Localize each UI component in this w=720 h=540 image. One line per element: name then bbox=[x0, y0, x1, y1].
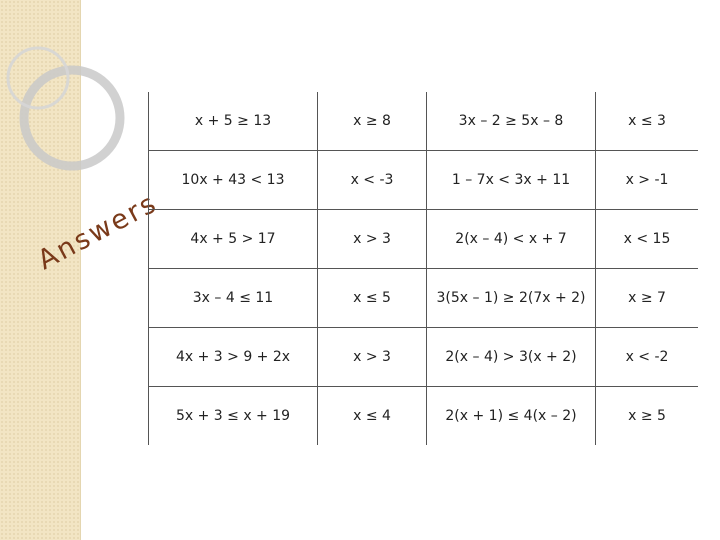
inequality-cell: 3x – 4 ≤ 11 bbox=[149, 269, 318, 328]
inequality-cell: 3x – 2 ≥ 5x – 8 bbox=[427, 92, 596, 151]
table-row bbox=[149, 269, 699, 328]
inequality-cell: 5x + 3 ≤ x + 19 bbox=[149, 387, 318, 446]
slide-title-text: Answers bbox=[32, 187, 163, 277]
inequality-cell: x + 5 ≥ 13 bbox=[149, 92, 318, 151]
answer-cell: x < 15 bbox=[596, 210, 699, 269]
answer-cell: x ≤ 5 bbox=[318, 269, 427, 328]
answer-cell: x > -1 bbox=[596, 151, 699, 210]
inequality-cell: 2(x + 1) ≤ 4(x – 2) bbox=[427, 387, 596, 446]
answer-cell: x ≥ 5 bbox=[596, 387, 699, 446]
answer-cell: x ≤ 3 bbox=[596, 92, 699, 151]
table-row bbox=[149, 92, 699, 151]
answer-cell: x ≤ 4 bbox=[318, 387, 427, 446]
table-row bbox=[149, 387, 699, 446]
answer-cell: x ≥ 7 bbox=[596, 269, 699, 328]
answer-cell: x > 3 bbox=[318, 210, 427, 269]
answer-cell: x > 3 bbox=[318, 328, 427, 387]
inequality-cell: 10x + 43 < 13 bbox=[149, 151, 318, 210]
inequality-cell: 2(x – 4) < x + 7 bbox=[427, 210, 596, 269]
answers-table bbox=[148, 92, 698, 445]
inequality-cell: 4x + 5 > 17 bbox=[149, 210, 318, 269]
inequality-cell: 1 – 7x < 3x + 11 bbox=[427, 151, 596, 210]
large-ring bbox=[24, 70, 120, 166]
answer-cell: x < -3 bbox=[318, 151, 427, 210]
answer-cell: x < -2 bbox=[596, 328, 699, 387]
inequality-cell: 2(x – 4) > 3(x + 2) bbox=[427, 328, 596, 387]
answer-cell: x ≥ 8 bbox=[318, 92, 427, 151]
table-row bbox=[149, 210, 699, 269]
inequality-cell: 3(5x – 1) ≥ 2(7x + 2) bbox=[427, 269, 596, 328]
table-row bbox=[149, 328, 699, 387]
table-row bbox=[149, 151, 699, 210]
inequality-cell: 4x + 3 > 9 + 2x bbox=[149, 328, 318, 387]
